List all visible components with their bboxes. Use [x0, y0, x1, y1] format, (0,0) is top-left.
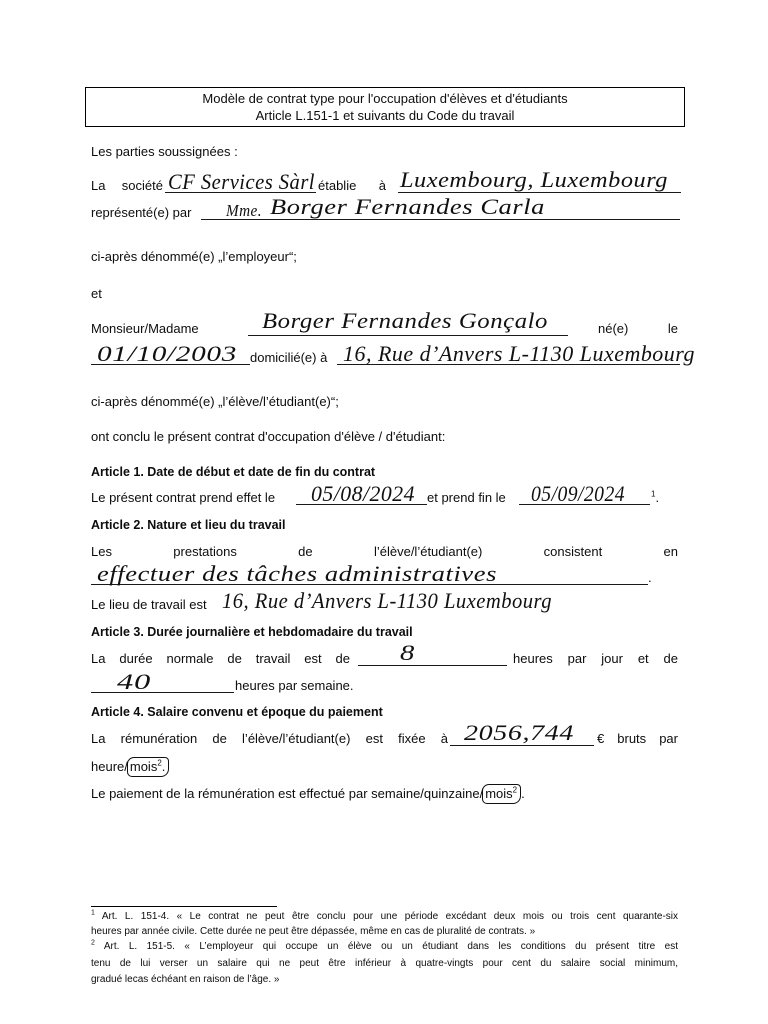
tasks-label: Les prestations de l’élève/l’étudiant(e) consistent en — [91, 544, 678, 559]
domicile-value: 16, Rue d’Anvers L-1130 Luxembourg — [343, 341, 695, 366]
footnote-ref-2b: 2 — [512, 785, 518, 795]
end-date-label: et prend fin le — [427, 490, 506, 505]
birth-value: 01/10/2003 — [97, 341, 237, 366]
company-label: La société — [91, 178, 163, 193]
salary-label: La rémunération de l’élève/l’étudiant(e) est fixée à — [91, 731, 448, 746]
footnote-ref-1: 1 — [651, 489, 656, 499]
daily-hours-blank-line — [358, 665, 507, 666]
representative-value: Borger Fernandes Carla — [270, 194, 545, 219]
payment-circle-mark — [482, 784, 521, 804]
birth-label: né(e) le — [598, 321, 678, 336]
salary-unit-punct: . — [161, 759, 166, 774]
footnote-1-text: Art. L. 151-4. « Le contrat ne peut être conclu pour une période excédant deux mois ou trois cent quarante-six — [101, 911, 678, 922]
domicile-label: domicilié(e) à — [250, 350, 328, 365]
footnote-1-line-2: heures par année civile. Cette durée ne peut être dépassée, même en cas de pluralité de contrats. » — [91, 926, 536, 937]
start-date-label: Le présent contrat prend effet le — [91, 490, 276, 505]
footnote-2-line-2: tenu de lui verser un salaire qui ne peut être inférieur à quatre-vingts pour cent du salaire social minimum, — [91, 958, 678, 969]
established-label: établie à — [318, 178, 386, 193]
salary-value: 2056,744 — [464, 720, 574, 745]
payment-frequency-line — [91, 784, 525, 804]
salary-unit-circle-mark — [127, 757, 170, 777]
birth-handwritten — [97, 342, 237, 366]
student-name-handwritten — [262, 309, 548, 333]
daily-hours-value: 8 — [400, 640, 415, 665]
place-handwritten — [222, 589, 552, 613]
start-date-handwritten — [311, 482, 415, 506]
document-subtitle: Article L.151-1 et suivants du Code du travail — [255, 108, 515, 123]
article4-heading: Article 4. Salaire convenu et époque du paiement — [91, 705, 383, 719]
payment-label: Le paiement de la rémunération est effectué par semaine/quinzaine/ — [91, 786, 484, 801]
footnote-separator — [91, 906, 277, 907]
salary-handwritten — [464, 721, 574, 745]
start-date-value: 05/08/2024 — [311, 481, 415, 506]
daily-hours-suffix: heures par jour et de — [513, 651, 678, 666]
weekly-hours-blank-line — [91, 692, 234, 693]
end-date-tail — [651, 490, 659, 506]
company-handwritten — [168, 170, 315, 194]
student-name-label: Monsieur/Madame — [91, 321, 199, 336]
daily-hours-label: La durée normale de travail est de — [91, 651, 350, 666]
representative-title: Mme. — [226, 201, 262, 220]
end-date-handwritten — [531, 482, 625, 506]
student-name-blank-line — [248, 335, 568, 336]
footnote-1-line-1 — [91, 910, 678, 924]
parties-intro: Les parties soussignées : — [91, 144, 238, 159]
footnote-2-text: Art. L. 151-5. « L’employeur qui occupe un élève ou un étudiant dans les conditions du présent titre est — [103, 941, 678, 952]
footnote-2-marker: 2 — [91, 939, 95, 947]
salary-blank-line — [450, 745, 594, 746]
document-title: Modèle de contrat type pour l'occupation d'élèves et d'étudiants — [202, 91, 568, 106]
conjunction: et — [91, 286, 102, 301]
place-value: 16, Rue d’Anvers L-1130 Luxembourg — [222, 588, 552, 613]
representative-handwritten — [270, 195, 545, 219]
end-date-punct: . — [655, 490, 660, 505]
daily-hours-handwritten — [400, 641, 415, 665]
domicile-handwritten — [343, 342, 695, 366]
salary-unit-line — [91, 757, 169, 777]
footnote-ref-2: 2 — [157, 758, 162, 768]
salary-suffix: € bruts par — [597, 731, 678, 746]
tasks-handwritten — [97, 562, 497, 586]
agreement-text: ont conclu le présent contrat d'occupation d'élève / d'étudiant: — [91, 429, 446, 444]
footnote-2-line-1 — [91, 940, 678, 954]
weekly-hours-handwritten — [117, 670, 151, 694]
representative-title-handwritten — [226, 201, 262, 225]
article2-heading: Article 2. Nature et lieu du travail — [91, 518, 286, 532]
footnote-2-line-3: gradué lecas échéant en raison de l’âge. » — [91, 974, 280, 985]
payment-punct: . — [521, 786, 525, 801]
article1-heading: Article 1. Date de début et date de fin du contrat — [91, 465, 376, 479]
salary-unit-prefix: heure/ — [91, 759, 128, 774]
footnote-1-marker: 1 — [91, 909, 95, 917]
established-value: Luxembourg, Luxembourg — [400, 167, 668, 192]
student-name-value: Borger Fernandes Gonçalo — [262, 308, 548, 333]
represented-label: représenté(e) par — [91, 205, 192, 220]
weekly-hours-value: 40 — [117, 669, 151, 694]
document-header-box — [85, 87, 685, 127]
salary-unit-selected: mois — [129, 759, 158, 774]
employer-designation: ci-après dénommé(e) „l’employeur“; — [91, 249, 297, 264]
end-date-value: 05/09/2024 — [531, 481, 625, 506]
company-value: CF Services Sàrl — [168, 169, 315, 194]
established-blank-line — [398, 192, 681, 193]
tasks-value: effectuer des tâches administratives — [97, 561, 497, 586]
article3-heading: Article 3. Durée journalière et hebdomadaire du travail — [91, 625, 413, 639]
payment-selected: mois — [485, 786, 513, 801]
student-designation: ci-après dénommé(e) „l’élève/l’étudiant(e)“; — [91, 394, 339, 409]
tasks-punct: . — [648, 570, 652, 585]
established-handwritten — [400, 168, 668, 192]
weekly-hours-suffix: heures par semaine. — [235, 678, 354, 693]
place-label: Le lieu de travail est — [91, 597, 207, 612]
represented-blank-line — [201, 219, 680, 220]
